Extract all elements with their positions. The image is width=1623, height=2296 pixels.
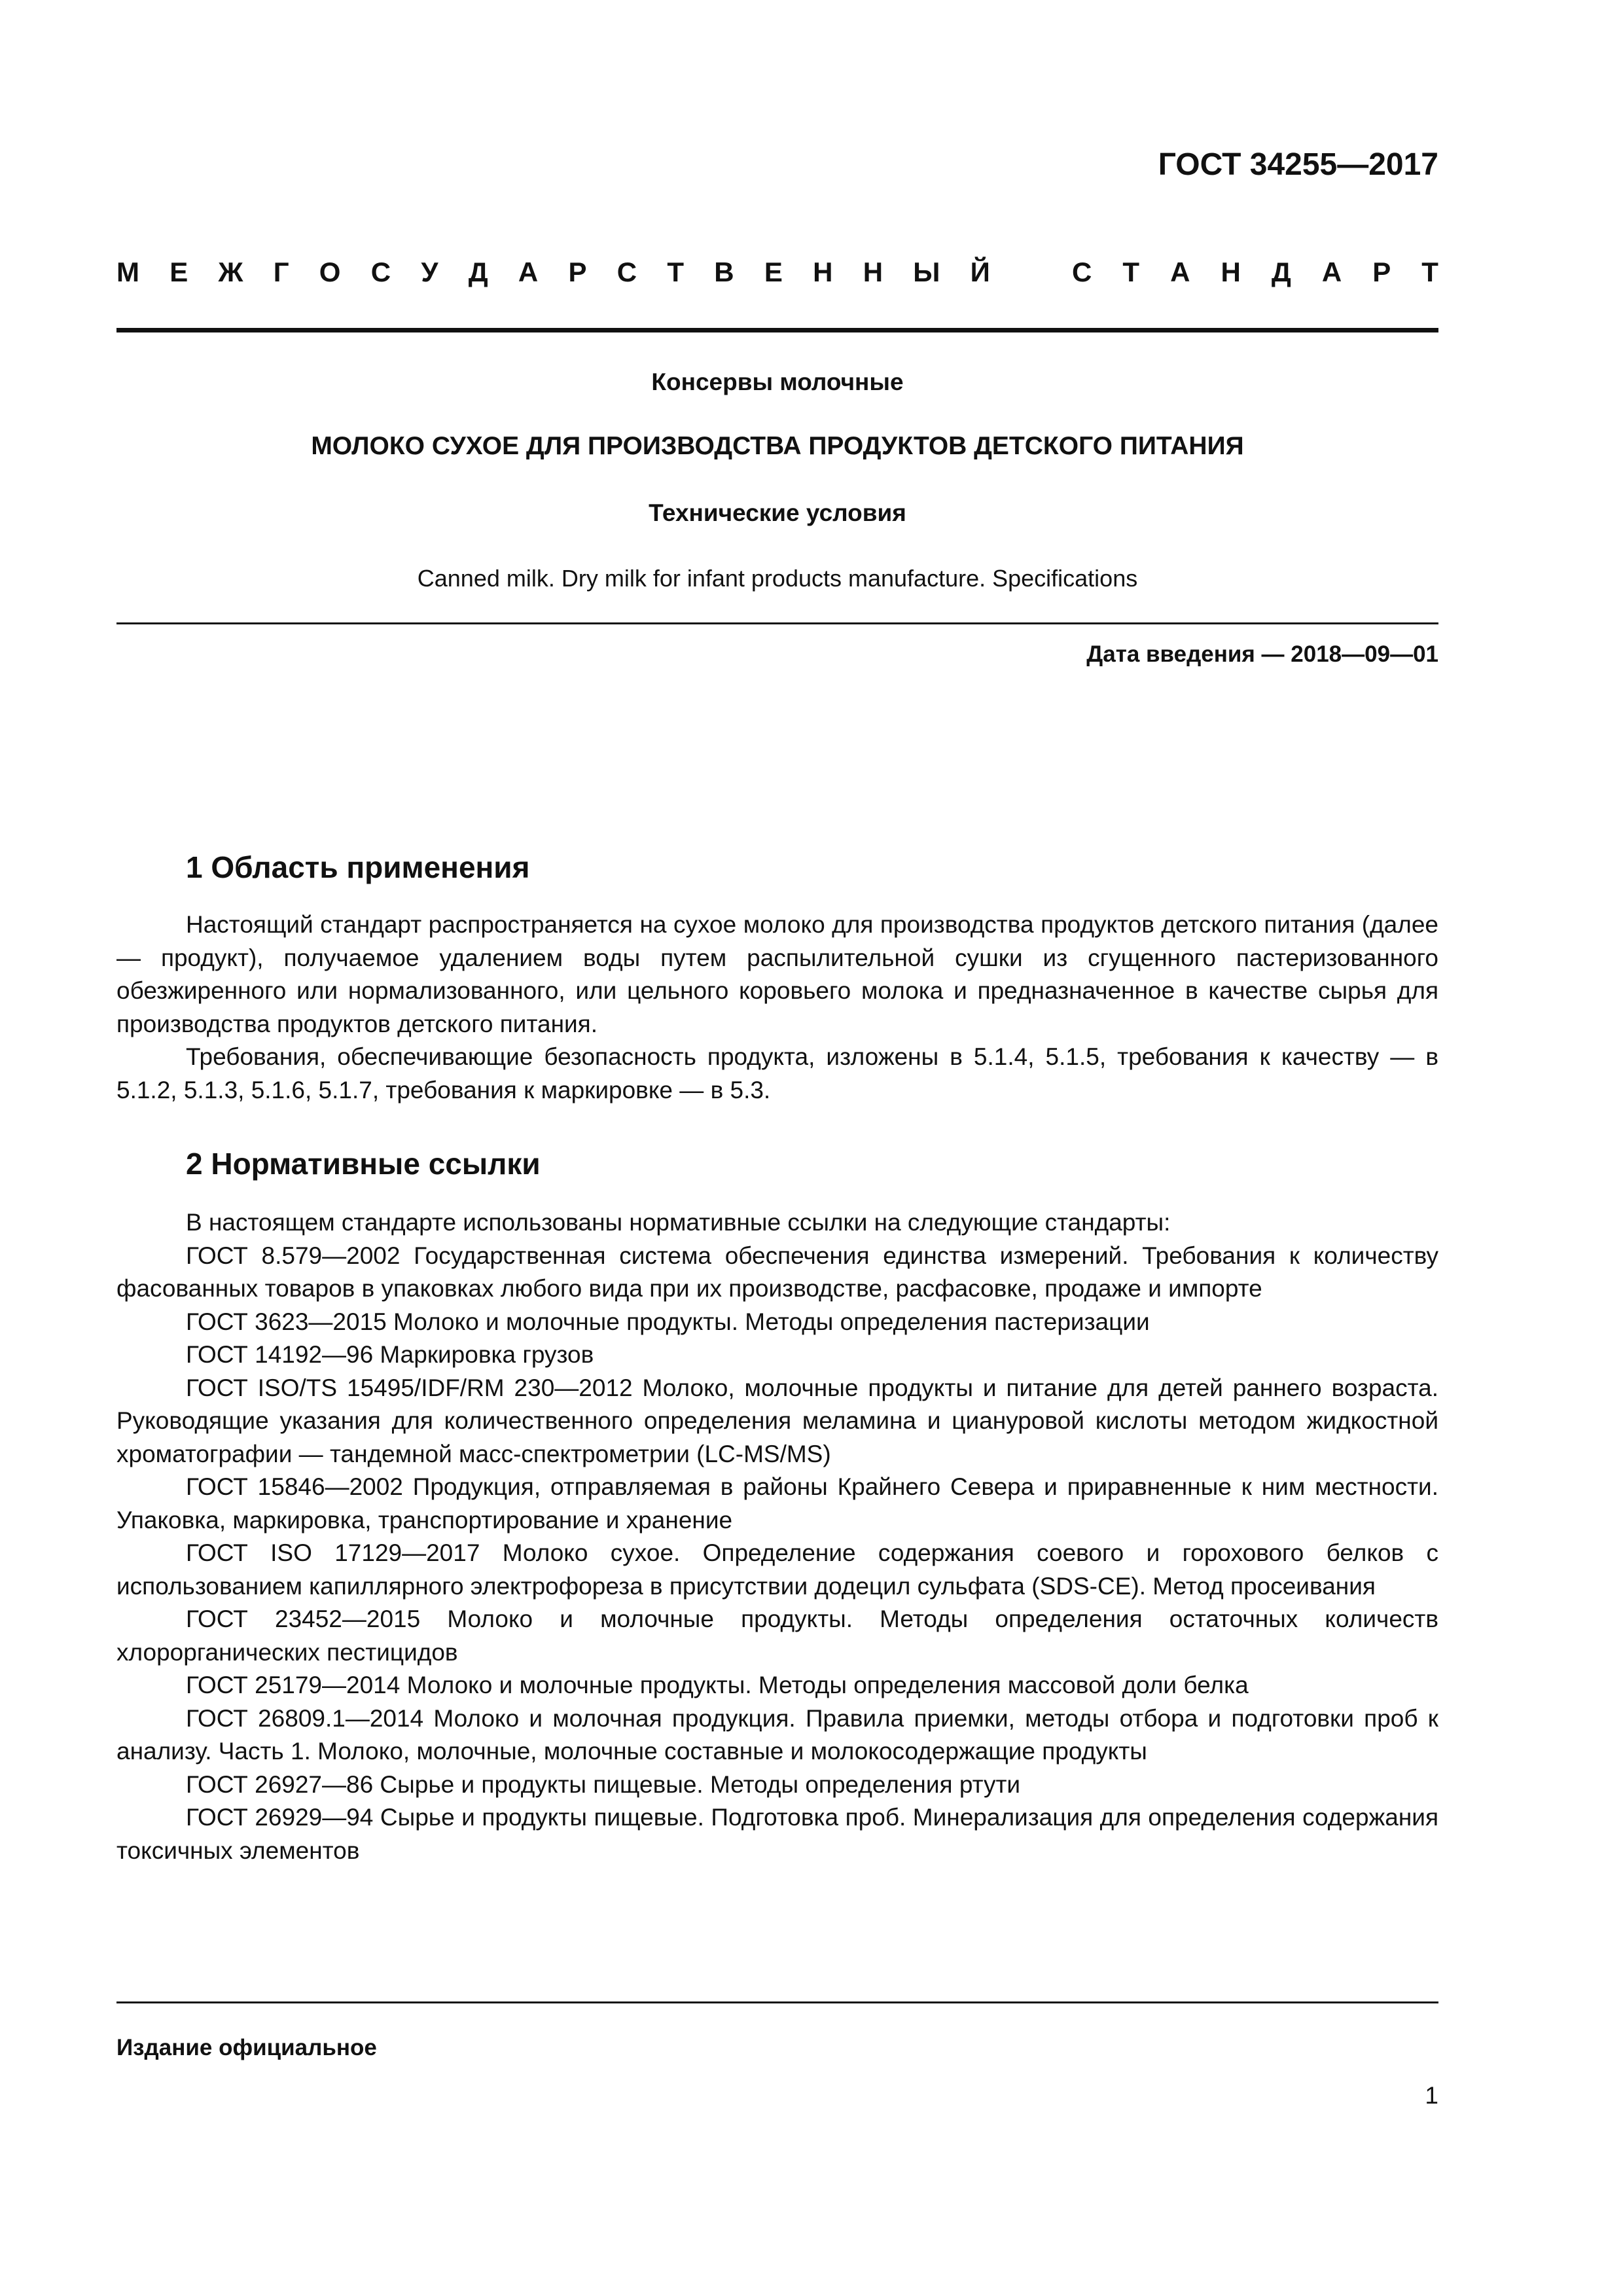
reference-item: ГОСТ 26927—86 Сырье и продукты пищевые. Методы определения ртути [186,1770,1021,1798]
heading-letter: Н [813,257,833,287]
heading-letter: Н [1221,257,1241,287]
heading-letter: С [1072,257,1092,287]
section-1-body [116,908,1438,1107]
reference-item: ГОСТ 14192—96 Маркировка грузов [186,1341,594,1368]
section-2-body [116,1206,1438,1867]
reference-item: ГОСТ 26929—94 Сырье и продукты пищевые. Подготовка проб. Минерализация для определения содержания токсичных элементов [116,1804,1438,1864]
footer-divider [116,2001,1438,2003]
document-number: ГОСТ 34255—2017 [1158,147,1438,182]
reference-item: ГОСТ 8.579—2002 Государственная система обеспечения единства измерений. Требования к количеству фасованных товаров в упаковках любого вида при их производстве, расфасовке, продаже и импорте [116,1242,1438,1302]
section-2-heading: 2 Нормативные ссылки [186,1147,541,1181]
reference-item: ГОСТ 23452—2015 Молоко и молочные продукты. Методы определения остаточных количеств хлорорганических пестицидов [116,1605,1438,1666]
heading-letter: Ы [913,257,940,287]
standard-type-word-interstate [116,254,990,291]
reference-item: ГОСТ ISO 17129—2017 Молоко сухое. Определение содержания соевого и горохового белков с использованием капиллярного электрофореза в присутствии додецил сульфата (SDS-CE). Метод просеивания [116,1539,1438,1600]
heading-letter: Й [970,257,990,287]
heading-letter: Р [1372,257,1391,287]
title-group: Консервы молочные [651,368,904,395]
introduction-date: Дата введения — 2018—09—01 [1086,641,1438,667]
heading-letter: Р [568,257,587,287]
title-english: Canned milk. Dry milk for infant products manufacture. Specifications [417,565,1138,592]
heading-letter: У [421,257,438,287]
reference-item: В настоящем стандарте использованы нормативные ссылки на следующие стандарты: [186,1209,1171,1236]
heading-letter: О [319,257,341,287]
heading-letter: Т [667,257,684,287]
heading-letter: Д [1271,257,1291,287]
heading-letter: Т [1421,257,1438,287]
page-number: 1 [1425,2082,1438,2109]
heading-letter: Н [863,257,883,287]
heading-letter: А [1170,257,1190,287]
heading-letter: С [616,257,637,287]
heading-letter: С [370,257,391,287]
reference-item: ГОСТ 25179—2014 Молоко и молочные продукты. Методы определения массовой доли белка [186,1672,1249,1698]
header-divider [116,328,1438,332]
title-sub: Технические условия [649,499,906,526]
official-edition-label: Издание официальное [116,2035,377,2060]
reference-item: ГОСТ 3623—2015 Молоко и молочные продукты. Методы определения пастеризации [186,1308,1150,1335]
standard-type-heading [116,254,1438,291]
reference-item: ГОСТ 26809.1—2014 Молоко и молочная продукция. Правила приемки, методы отбора и подготовки проб к анализу. Часть 1. Молоко, молочные, молочные составные и молокосодержащие продукты [116,1704,1438,1765]
heading-letter: Д [468,257,488,287]
heading-letter: В [714,257,734,287]
title-main: МОЛОКО СУХОЕ ДЛЯ ПРОИЗВОДСТВА ПРОДУКТОВ ДЕТСКОГО ПИТАНИЯ [311,432,1244,460]
title-divider [116,622,1438,624]
heading-letter: Е [169,257,188,287]
heading-letter: А [1321,257,1342,287]
section-1-paragraph: Требования, обеспечивающие безопасность продукта, изложены в 5.1.4, 5.1.5, требования к качеству — в 5.1.2, 5.1.3, 5.1.6, 5.1.7, требования к маркировке — в 5.3. [116,1043,1438,1103]
heading-letter: А [518,257,539,287]
reference-item: ГОСТ 15846—2002 Продукция, отправляемая в районы Крайнего Севера и приравненные к ним местности. Упаковка, маркировка, транспортирование и хранение [116,1473,1438,1534]
heading-letter: М [116,257,139,287]
reference-item: ГОСТ ISO/TS 15495/IDF/RM 230—2012 Молоко, молочные продукты и питание для детей раннего возраста. Руководящие указания для количественного определения меламина и циануровой кислоты методом жидкостной хроматографии — тандемной масс-спектрометрии (LC-MS/MS) [116,1374,1438,1467]
standard-type-word-standard [1072,254,1438,291]
heading-letter: Г [273,257,289,287]
section-1-paragraph: Настоящий стандарт распространяется на сухое молоко для производства продуктов детского питания (далее — продукт), получаемое удалением воды путем распылительной сушки из сгущенного пастеризованного обезжиренного или нормализованного, или цельного коровьего молока и предназначенное в качестве сырья для производства продуктов детского питания. [116,911,1438,1037]
heading-letter: Ж [218,257,243,287]
document-page [116,0,1438,2296]
heading-letter: Е [764,257,783,287]
section-1-heading: 1 Область применения [186,850,530,884]
heading-letter: Т [1122,257,1140,287]
